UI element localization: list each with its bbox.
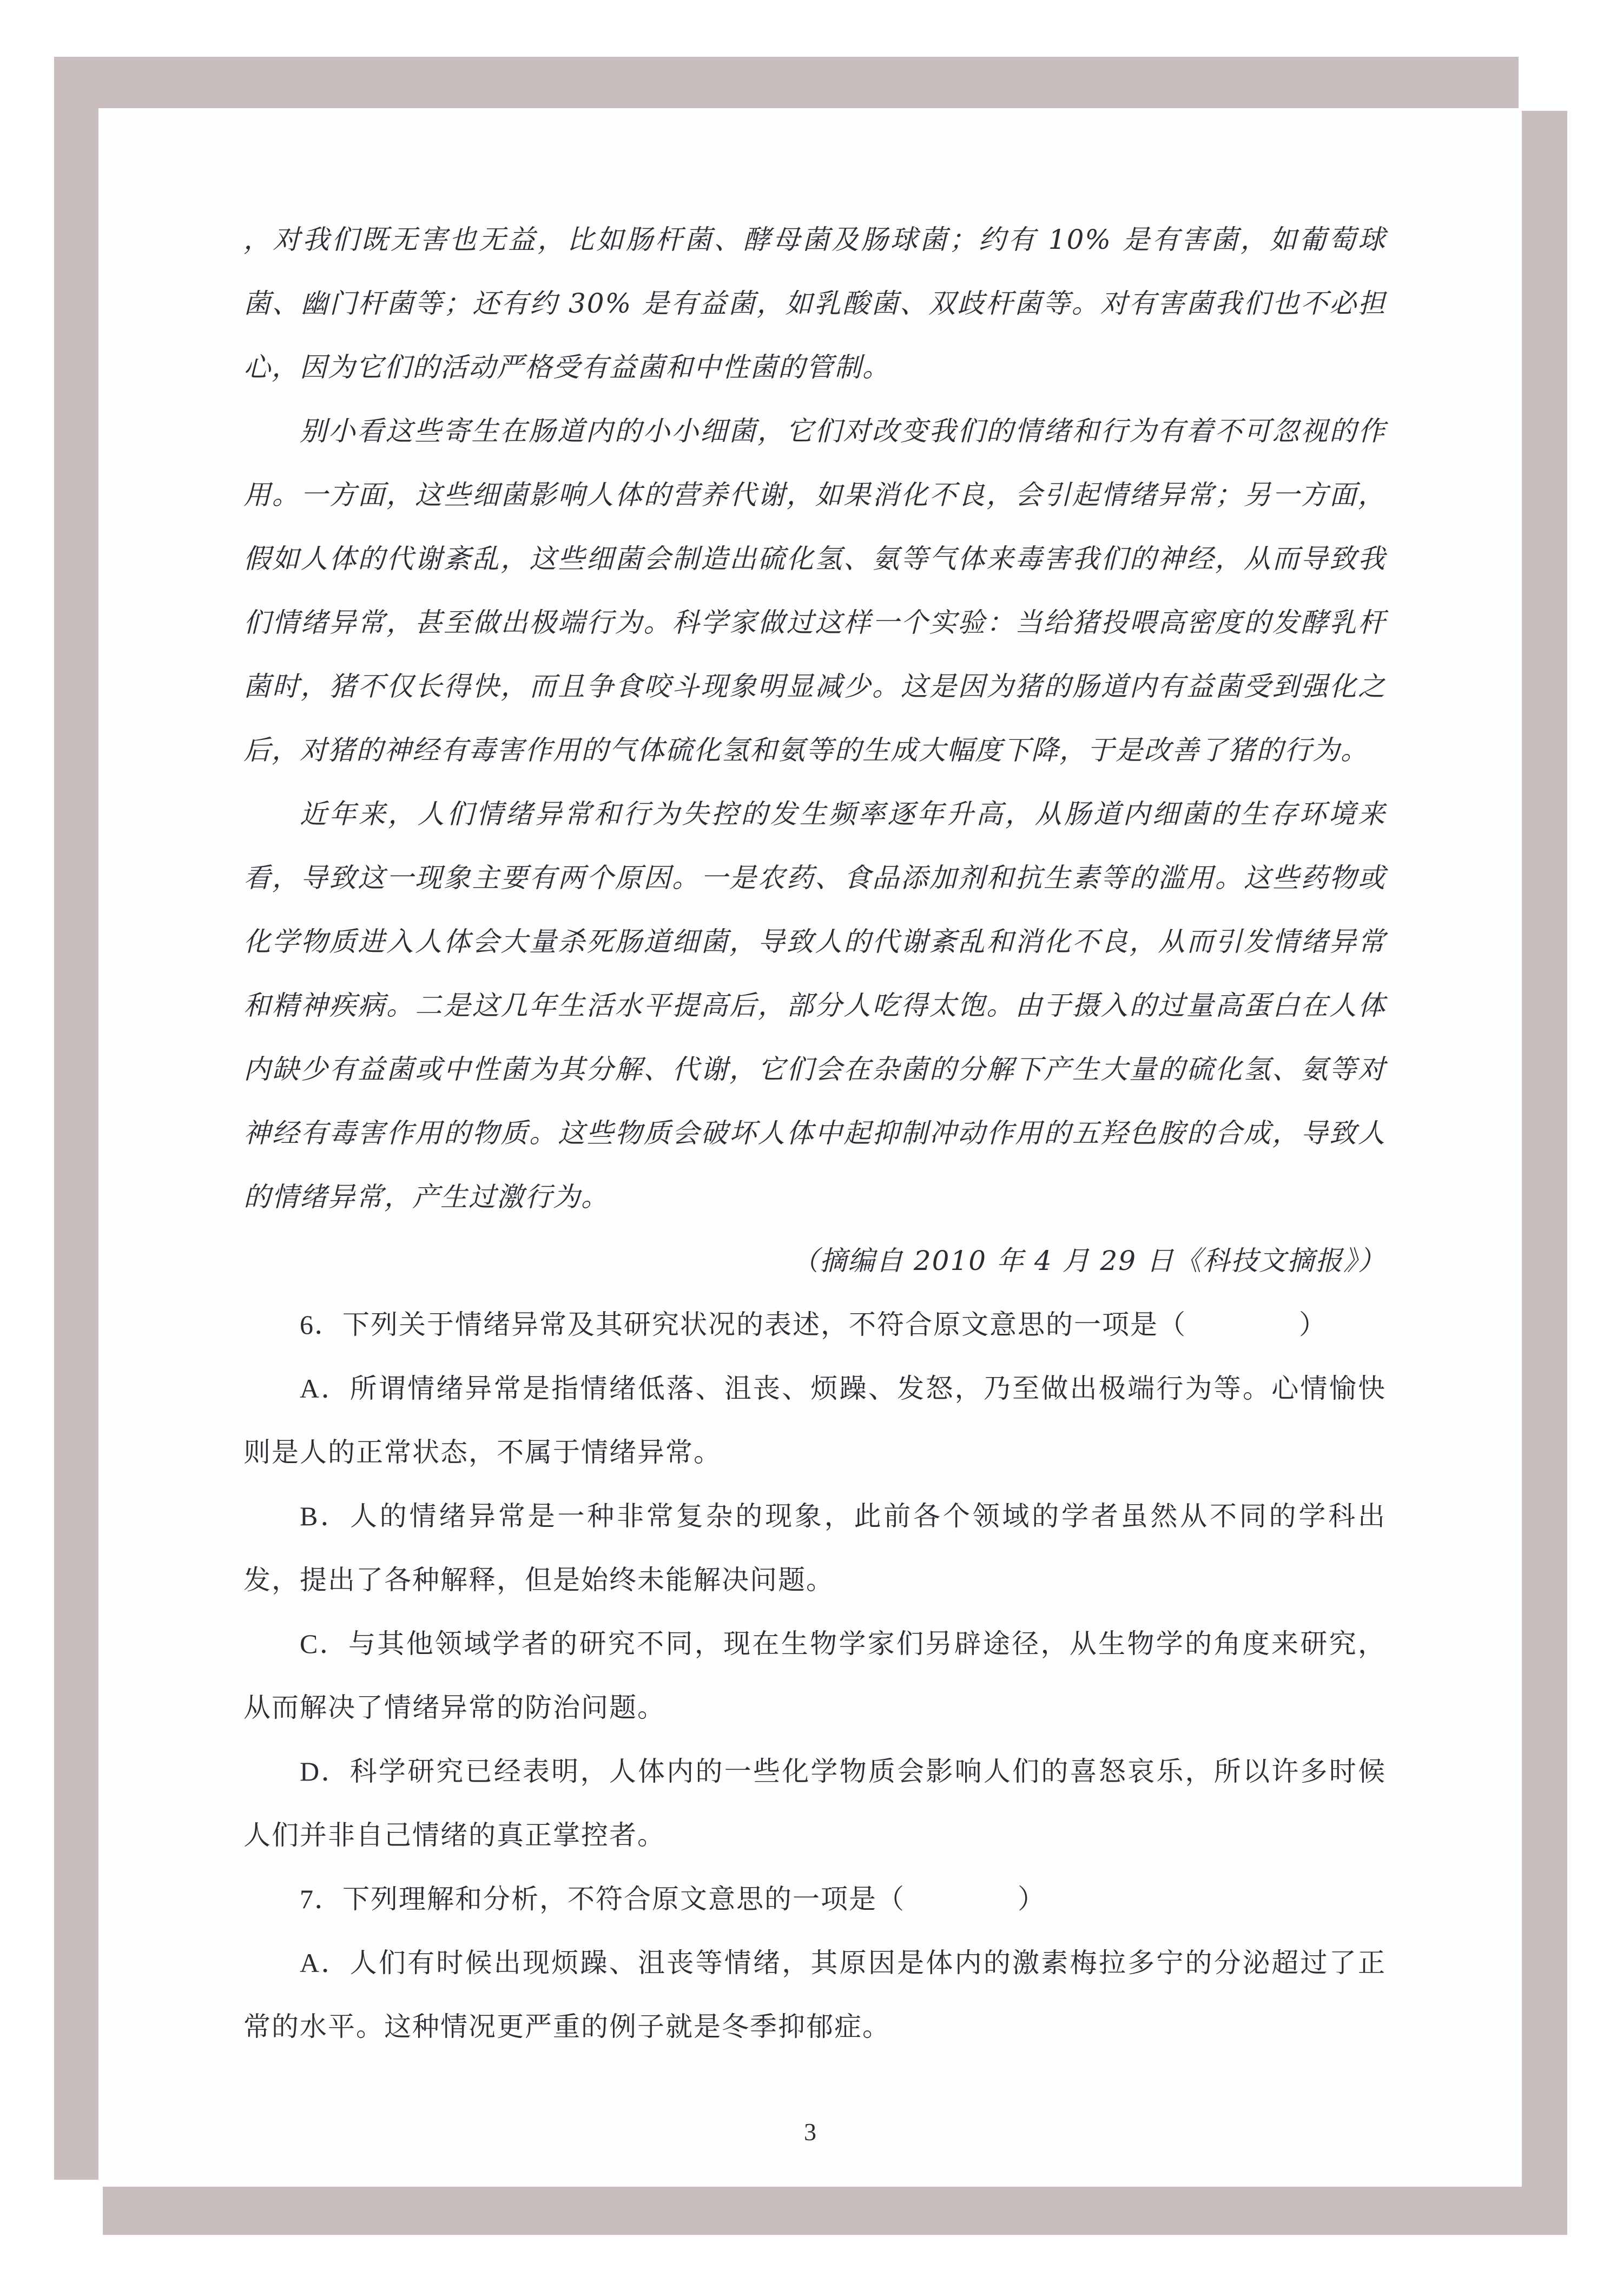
passage-paragraph-1: ，对我们既无害也无益，比如肠杆菌、酵母菌及肠球菌；约有 10% 是有害菌，如葡萄球菌、幽门杆菌等；还有约 30% 是有益菌，如乳酸菌、双歧杆菌等。对有害菌我们也不必担心，因为它们的活动严格受有益菌和中性菌的管制。: [243, 224, 1386, 383]
question-6-option-c: C．与其他领域学者的研究不同，现在生物学家们另辟途径，从生物学的角度来研究，从而解决了情绪异常的防治问题。: [243, 1629, 1386, 1723]
question-6-stem: 6．下列关于情绪异常及其研究状况的表述，不符合原文意思的一项是（ ）: [300, 1309, 1327, 1340]
question-6-option-d: D．科学研究已经表明，人体内的一些化学物质会影响人们的喜怒哀乐，所以许多时候人们并非自己情绪的真正掌控者。: [243, 1756, 1386, 1850]
page-number: 3: [804, 2118, 816, 2146]
question-6-option-a: A．所谓情绪异常是指情绪低落、沮丧、烦躁、发怒，乃至做出极端行为等。心情愉快则是人的正常状态，不属于情绪异常。: [243, 1373, 1386, 1467]
question-6-option-b: B．人的情绪异常是一种非常复杂的现象，此前各个领域的学者虽然从不同的学科出发，提出了各种解释，但是始终未能解决问题。: [243, 1501, 1386, 1595]
passage-paragraph-2: 别小看这些寄生在肠道内的小小细菌，它们对改变我们的情绪和行为有着不可忽视的作用。一方面，这些细菌影响人体的营养代谢，如果消化不良，会引起情绪异常；另一方面，假如人体的代谢紊乱，这些细菌会制造出硫化氢、氨等气体来毒害我们的神经，从而导致我们情绪异常，甚至做出极端行为。科学家做过这样一个实验：当给猪投喂高密度的发酵乳杆菌时，猪不仅长得快，而且争食咬斗现象明显减少。这是因为猪的肠道内有益菌受到强化之后，对猪的神经有毒害作用的气体硫化氢和氨等的生成大幅度下降，于是改善了猪的行为。: [243, 415, 1386, 766]
question-7-option-a: A．人们有时候出现烦躁、沮丧等情绪，其原因是体内的激素梅拉多宁的分泌超过了正常的水平。这种情况更严重的例子就是冬季抑郁症。: [243, 1948, 1386, 2042]
passage-paragraph-3: 近年来，人们情绪异常和行为失控的发生频率逐年升高，从肠道内细菌的生存环境来看，导致这一现象主要有两个原因。一是农药、食品添加剂和抗生素等的滥用。这些药物或化学物质进入人体会大量杀死肠道细菌，导致人的代谢紊乱和消化不良，从而引发情绪异常和精神疾病。二是这几年生活水平提高后，部分人吃得太饱。由于摄入的过量高蛋白在人体内缺少有益菌或中性菌为其分解、代谢，它们会在杂菌的分解下产生大量的硫化氢、氨等对神经有毒害作用的物质。这些物质会破坏人体中起抑制冲动作用的五羟色胺的合成，导致人的情绪异常，产生过激行为。: [243, 798, 1386, 1213]
text-block: [243, 208, 1386, 2059]
paper-sheet: [98, 108, 1522, 2187]
question-7-stem: 7．下列理解和分析，不符合原文意思的一项是（ ）: [300, 1884, 1046, 1914]
passage-attribution: （摘编自 2010 年 4 月 29 日《科技文摘报》）: [791, 1245, 1386, 1276]
